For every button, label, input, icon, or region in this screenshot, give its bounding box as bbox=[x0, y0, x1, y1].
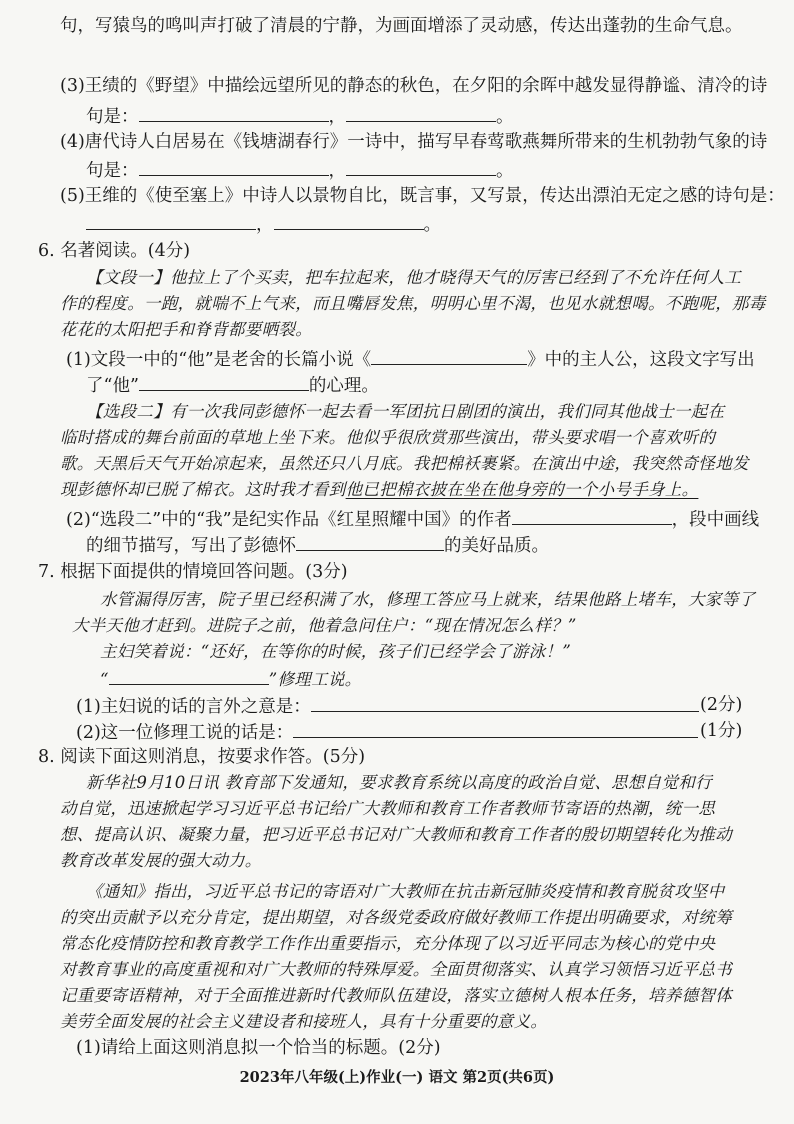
q6-passage1-line: 【文段一】他拉上了个买卖，把车拉起来，他才晓得天气的厉害已经到了不允许任何人工 bbox=[86, 268, 742, 287]
q6-subquestion1-cont bbox=[86, 372, 379, 398]
comma: ， bbox=[328, 107, 346, 127]
q8-news-line: 对教育事业的高度重视和对广大教师的特殊厚爱。全面贯彻落实、认真学习领悟习近平总书 bbox=[60, 960, 732, 979]
comma: ， bbox=[328, 161, 346, 181]
q6-passage2-line bbox=[60, 478, 698, 502]
q8-news-line: 的突出贡献予以充分肯定，提出期望，对各级党委政府做好教师工作提出明确要求，对统筹 bbox=[60, 908, 732, 927]
q5-item3-blank-2[interactable] bbox=[346, 103, 496, 122]
q5-item3-answer-line bbox=[86, 103, 514, 129]
q6-sq1-text: (1)文段一中的“他”是老舍的长篇小说《 bbox=[66, 350, 372, 370]
q6-passage1-line: 作的程度。一跑，就喘不上气来，而且嘴唇发焦，明明心里不渴，也见水就想喝。不跑呢，那毒 bbox=[60, 294, 766, 313]
q7-sq2-score: (1分) bbox=[700, 721, 743, 741]
q8-title: 8. 阅读下面这则消息，按要求作答。(5分) bbox=[38, 747, 366, 767]
q7-subquestion1 bbox=[76, 693, 699, 719]
q7-scenario-line: 水管漏得厉害，院子里已经积满了水，修理工答应马上就来，结果他路上堵车，大家等了 bbox=[100, 590, 756, 609]
q5-item5-blank-1[interactable] bbox=[86, 211, 256, 230]
q6-sq1-text: 了“他” bbox=[86, 376, 139, 396]
q5-item5-prompt: (5)王维的《使至塞上》中诗人以景物自比，既言事，又写景，传达出漂泊无定之感的诗句是： bbox=[60, 186, 785, 206]
q7-sq2-text: (2)这一位修理工说的话是： bbox=[76, 723, 294, 743]
q8-news-line: 常态化疫情防控和教育教学工作作出重要指示，充分体现了以习近平同志为核心的党中央 bbox=[60, 934, 716, 953]
q6-subquestion2 bbox=[66, 506, 759, 532]
q5-item4-label: 句是： bbox=[86, 161, 139, 181]
q5-item4-answer-line bbox=[86, 157, 514, 183]
q6-underlined-detail: 他已把棉衣披在坐在他身旁的一个小号手身上。 bbox=[345, 480, 699, 499]
q8-news-line: 美劳全面发展的社会主义建设者和接班人，具有十分重要的意义。 bbox=[60, 1012, 548, 1031]
q7-scenario-line: 主妇笑着说：“还好，在等你的时候，孩子们已经学会了游泳！” bbox=[100, 642, 572, 661]
q5-item4-blank-2[interactable] bbox=[346, 157, 496, 176]
page-footer: 2023年八年级(上)作业(一) 语文 第2页(共6页) bbox=[239, 1069, 555, 1086]
q7-sq2-answer-blank[interactable] bbox=[293, 719, 698, 738]
q6-sq2-text: (2)“选段二”中的“我”是纪实作品《红星照耀中国》的作者 bbox=[66, 510, 512, 530]
period: 。 bbox=[496, 161, 514, 181]
q8-news-line: 动自觉，迅速掀起学习习近平总书记给广大教师和教育工作者教师节寄语的热潮，统一思 bbox=[60, 799, 716, 818]
q6-sq2-text: 的细节描写，写出了彭德怀 bbox=[86, 536, 296, 556]
q6-sq2-text: ，段中画线 bbox=[671, 510, 760, 530]
q5-item3-label: 句是： bbox=[86, 107, 139, 127]
q6-sq1-blank-novel[interactable] bbox=[371, 346, 527, 365]
q6-passage1-line: 花花的太阳把手和脊背都要晒裂。 bbox=[60, 320, 312, 339]
q8-subquestion1: (1)请给上面这则消息拟一个恰当的标题。(2分) bbox=[76, 1038, 441, 1058]
q6-title: 6. 名著阅读。(4分) bbox=[38, 241, 191, 261]
q5-item4-blank-1[interactable] bbox=[139, 157, 329, 176]
q8-news-line: 《通知》指出，习近平总书记的寄语对广大教师在抗击新冠肺炎疫情和教育脱贫攻坚中 bbox=[86, 882, 725, 901]
comma: ， bbox=[256, 215, 274, 235]
q8-news-line: 想、提高认识、凝聚力量，把习近平总书记对广大教师和教育工作者的殷切期望转化为推动 bbox=[60, 825, 732, 844]
q7-repairman-blank[interactable] bbox=[109, 666, 269, 685]
q6-sq1-text: 》中的主人公，这段文字写出 bbox=[527, 350, 755, 370]
q7-scenario-line: 大半天他才赶到。进院子之前，他着急问住户：“现在情况怎么样？” bbox=[72, 616, 577, 635]
q5-item3-blank-1[interactable] bbox=[139, 103, 329, 122]
q7-scenario-text: ”修理工说。 bbox=[268, 670, 362, 689]
q6-sq2-text: 的美好品质。 bbox=[444, 536, 549, 556]
q5-item3-prompt: (3)王绩的《野望》中描绘远望所见的静态的秋色，在夕阳的余晖中越发显得静谧、清冷的诗 bbox=[60, 76, 768, 96]
q6-subquestion1 bbox=[66, 346, 755, 372]
q5-continuation-line: 句，写猿鸟的鸣叫声打破了清晨的宁静，为画面增添了灵动感，传达出蓬勃的生命气息。 bbox=[60, 16, 743, 36]
period: 。 bbox=[423, 215, 441, 235]
q8-news-line: 新华社9月10日讯 教育部下发通知，要求教育系统以高度的政治自觉、思想自觉和行 bbox=[86, 773, 712, 792]
q6-subquestion2-cont bbox=[86, 532, 549, 558]
q6-sq2-blank-author[interactable] bbox=[512, 506, 672, 525]
q5-item5-answer-line bbox=[86, 211, 441, 237]
q6-passage2-text: 现彭德怀却已脱了棉衣。这时我才看到 bbox=[60, 480, 346, 499]
q7-scenario-line bbox=[100, 666, 362, 692]
q5-item4-prompt: (4)唐代诗人白居易在《钱塘湖春行》一诗中，描写早春莺歌燕舞所带来的生机勃勃气象的诗 bbox=[60, 132, 768, 152]
q5-item5-blank-2[interactable] bbox=[274, 211, 424, 230]
q7-subquestion2 bbox=[76, 719, 698, 745]
q6-sq1-text: 的心理。 bbox=[308, 376, 379, 396]
q6-passage2-line: 歌。天黑后天气开始凉起来，虽然还只八月底。我把棉袄裹紧。在演出中途，我突然奇怪地发 bbox=[60, 454, 749, 473]
q7-sq1-answer-blank[interactable] bbox=[311, 693, 699, 712]
q6-passage2-line: 【选段二】有一次我同彭德怀一起去看一军团抗日剧团的演出，我们同其他战士一起在 bbox=[86, 402, 725, 421]
period: 。 bbox=[496, 107, 514, 127]
q8-news-line: 记重要寄语精神，对于全面推进新时代教师队伍建设，落实立德树人根本任务，培养德智体 bbox=[60, 986, 732, 1005]
q6-passage2-line: 临时搭成的舞台前面的草地上坐下来。他似乎很欣赏那些演出，带头要求唱一个喜欢听的 bbox=[60, 428, 716, 447]
q7-title: 7. 根据下面提供的情境回答问题。(3分) bbox=[38, 562, 348, 582]
q7-sq1-score: (2分) bbox=[700, 695, 743, 715]
q6-sq2-blank-quality[interactable] bbox=[296, 532, 444, 551]
quote-mark: “ bbox=[100, 670, 109, 689]
q6-sq1-blank-psychology[interactable] bbox=[139, 372, 309, 391]
q7-sq1-text: (1)主妇说的话的言外之意是： bbox=[76, 697, 311, 717]
q8-news-line: 教育改革发展的强大动力。 bbox=[60, 851, 262, 870]
